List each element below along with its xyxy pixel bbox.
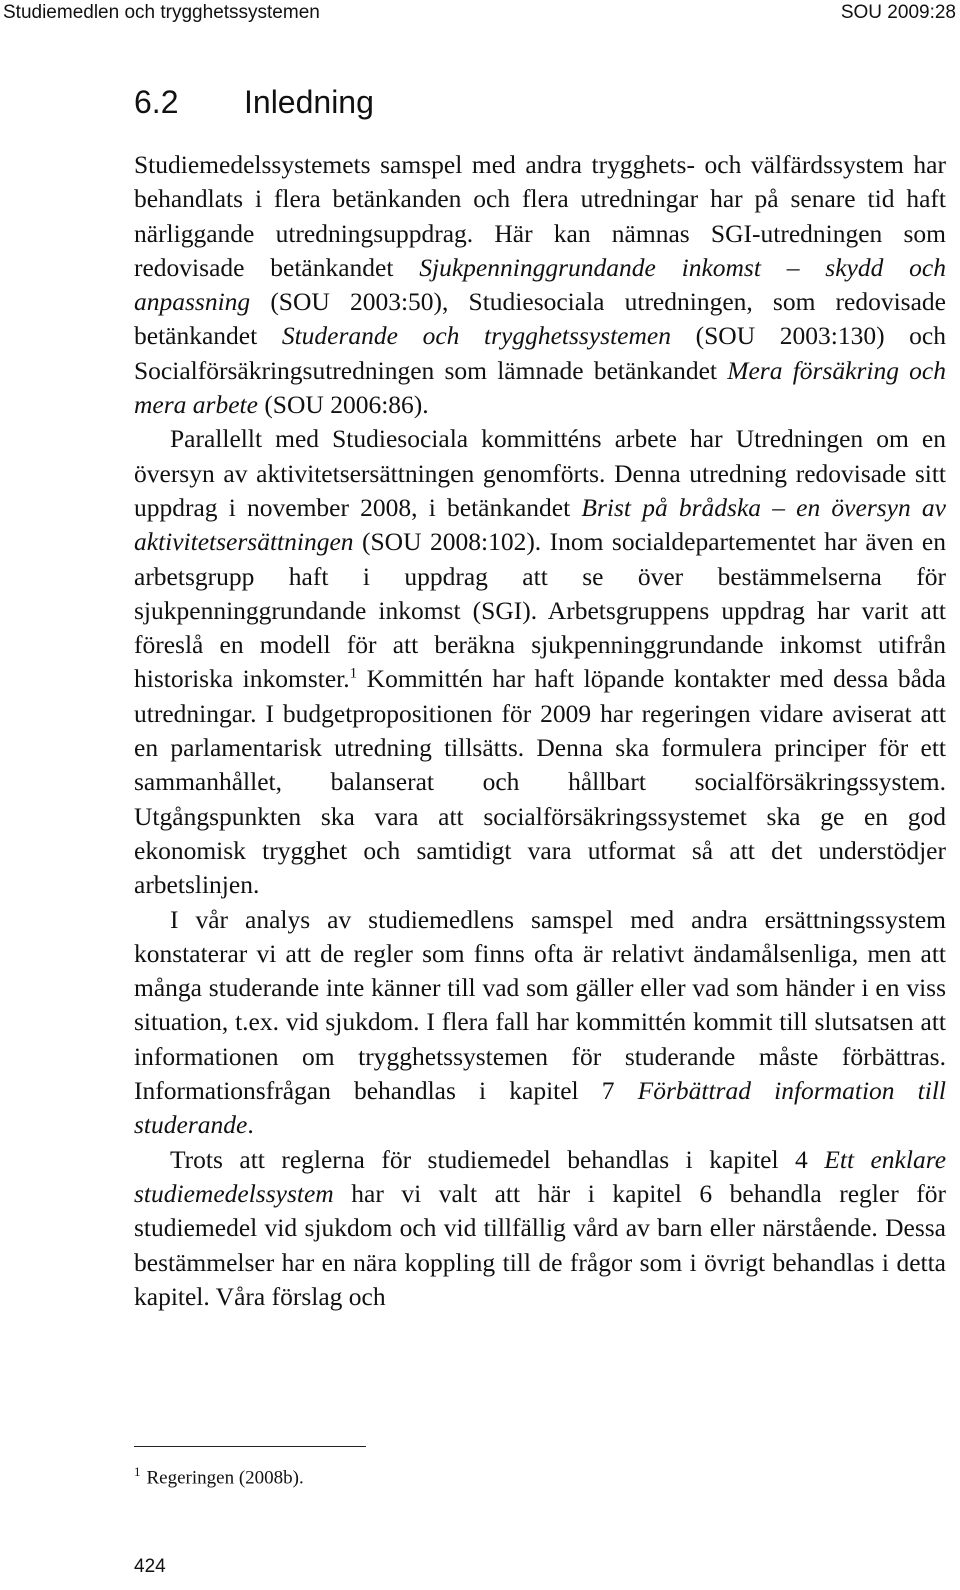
paragraph-3-italic-1: Förbättrad information till studerande bbox=[134, 1076, 946, 1140]
paragraph-3-text-1: I vår analys av studiemedlens samspel med andra ersättningssystem konstaterar vi att de regler som finns ofta är relativt ändamålsenliga, men att många studerande inte känner till vad som gäller eller vad som händer i en viss situation, t.ex. vid sjukdom. I flera fall har kommittén kommit till slutsatsen att informationen om trygghetssystemen för studerande måste förbättras. Informationsfrågan behandlas i kapitel 7 bbox=[134, 904, 946, 1106]
paragraph-1 bbox=[134, 148, 946, 422]
paragraph-1-text-2: (SOU 2003:50), Studiesociala utredningen, som redovisade betänkandet bbox=[134, 287, 946, 351]
paragraph-1-italic-3: Mera försäkring och mera arbete bbox=[134, 355, 946, 420]
footnote-divider bbox=[134, 1446, 366, 1447]
footnote-text: Regeringen (2008b). bbox=[146, 1467, 304, 1489]
section-heading bbox=[134, 84, 374, 121]
page-number: 424 bbox=[134, 1556, 166, 1577]
paragraph-2-text-1: Parallellt med Studiesociala kommitténs arbete har Utredningen om en översyn av aktivitetsersättningen genomförts. Denna utredning redovisade sitt uppdrag i november 2008, i betänkandet bbox=[134, 424, 946, 522]
paragraph-2-italic-1: Brist på brådska – en översyn av aktivitetsersättningen bbox=[134, 492, 946, 557]
body-text bbox=[134, 148, 946, 1314]
footnote bbox=[134, 1464, 304, 1489]
running-header-title: Studiemedlen och trygghetssystemen bbox=[3, 2, 320, 23]
paragraph-1-text-1: Studiemedelssystemets samspel med andra trygghets- och välfärdssystem har behandlats i flera betänkanden och flera utredningar har på senare tid haft närliggande utredningsuppdrag. Här kan nämnas SGI-utredningen som redovisade betänkandet bbox=[134, 150, 946, 282]
paragraph-1-text-3: (SOU 2003:130) och Socialförsäkringsutredningen som lämnade betänkandet bbox=[134, 321, 946, 385]
paragraph-2 bbox=[134, 422, 946, 902]
paragraph-4-text-1: Trots att reglerna för studiemedel behandlas i kapitel 4 bbox=[170, 1144, 825, 1174]
paragraph-1-italic-1: Sjukpenninggrundande inkomst – skydd och anpassning bbox=[134, 252, 946, 317]
section-number: 6.2 bbox=[134, 84, 179, 120]
footnote-reference[interactable]: 1 bbox=[349, 665, 358, 682]
paragraph-1-text-4: (SOU 2006:86). bbox=[257, 390, 429, 420]
footnote-number: 1 bbox=[134, 1464, 141, 1479]
paragraph-4 bbox=[134, 1143, 946, 1314]
paragraph-3 bbox=[134, 903, 946, 1143]
paragraph-3-text-2: . bbox=[247, 1110, 254, 1140]
running-header-report-id: SOU 2009:28 bbox=[840, 2, 956, 23]
paragraph-2-text-2: (SOU 2008:102). Inom socialdepartementet har även en arbetsgrupp haft i uppdrag att se över bestämmelserna för sjukpenninggrundande inkomst (SGI). Arbetsgruppens uppdrag har varit att föreslå en modell för att beräkna sjukpenninggrundande inkomst utifrån historiska inkomster. bbox=[134, 527, 946, 694]
paragraph-2-text-3: Kommittén har haft löpande kontakter med dessa båda utredningar. I budgetpropositionen för 2009 har regeringen vidare aviserat att en parlamentarisk utredning tillsätts. Denna ska formulera principer för ett sammanhållet, balanserat och hållbart socialförsäkringssystem. Utgångspunkten ska vara att socialförsäkringssystemet ska ge en god ekonomisk trygghet och samtidigt vara utformat så att det understödjer arbetslinjen. bbox=[134, 664, 947, 900]
paragraph-4-italic-1: Ett enklare studiemedelssystem bbox=[134, 1144, 947, 1208]
paragraph-4-text-2: har vi valt att här i kapitel 6 behandla regler för studiemedel vid sjukdom och vid tillfällig vård av barn eller närstående. Dessa bestämmelser har en nära koppling till de frågor som i övrigt behandlas i detta kapitel. Våra förslag och bbox=[134, 1178, 946, 1311]
running-header bbox=[0, 0, 960, 30]
section-title: Inledning bbox=[244, 84, 374, 120]
paragraph-1-italic-2: Studerande och trygghetssystemen bbox=[281, 321, 671, 351]
